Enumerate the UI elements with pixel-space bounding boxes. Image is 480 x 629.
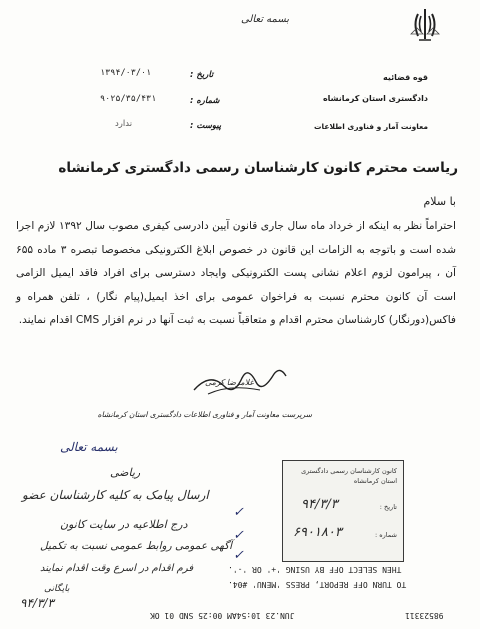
signer-position: سرپرست معاونت آمار و فناوری اطلاعات دادگستری استان کرمانشاه: [97, 410, 312, 419]
stamp-line2: استان کرمانشاه: [353, 477, 397, 485]
attachment-value: ندارد: [115, 119, 133, 129]
handwritten-bismillah: بسمه تعالی: [60, 440, 118, 454]
handwritten-line1: ارسال پیامک به کلیه کارشناسان عضو: [22, 488, 209, 502]
date-label: تاریخ :: [190, 70, 214, 80]
org-department: معاونت آمار و فناوری اطلاعات: [313, 122, 428, 131]
letter-title: ریاست محترم کانون کارشناسان رسمی دادگستری کرمانشاه: [58, 160, 458, 176]
iran-emblem-icon: [405, 6, 445, 44]
handwritten-line2: درج اطلاعیه در سایت کانون: [60, 518, 188, 531]
handwritten-line0: ریاضی: [110, 466, 141, 479]
date-row: [100, 68, 151, 78]
letter-body: احتراماً نظر به اینکه از خرداد ماه سال جاری قانون آیین دادرسی کیفری مصوب سال ۱۳۹۲ لازم اجرا شده است و باتوجه به الزامات این قانون در خصوص ابلاغ الکترونیکی مخصوصا تبصره ۳ ماده ۶۵۵ آن ، پیرامون لزوم اعلام نشانی پست الکترونیکی وایجاد دسترسی برای افراد فاقد ایمیل الزامی است آن کانون محترم نسبت به فراخوان عمومی برای اخذ ایمیل(پیام نگار) ، تلفن همراه و فاکس(دورنگار) کارشناسان محترم اقدام و متعاقباً نسبت به ثبت آنها در نرم افزار CMS اقدام نمایند.: [16, 220, 457, 326]
check-mark-3: ✓: [233, 548, 244, 563]
date-value: ۱۳۹۴/۰۳/۰۱: [100, 68, 152, 78]
check-mark-1: ✓: [233, 505, 244, 520]
number-label: شماره :: [190, 96, 220, 106]
handwritten-line5: بایگانی: [44, 584, 70, 594]
number-value: ۹۰۲۵/۳۵/۴۳۱: [100, 94, 157, 104]
fax-line3: JUN.23 10:54AM 00:25 SND 01 OK: [150, 611, 295, 620]
handwritten-line3: آگهی عمومی روابط عمومی نسبت به تکمیل: [40, 540, 232, 552]
handwritten-date: ۹۴/۳/۳: [20, 596, 54, 610]
fax-line1: TO TURN OFF REPORT, PRESS 'MENU' #04.: [228, 580, 407, 589]
received-stamp: [282, 460, 404, 562]
attachment-label: پیوست :: [190, 121, 222, 131]
number-row: [100, 94, 156, 104]
bismillah-text: بسمه تعالی: [240, 14, 290, 25]
greeting: با سلام: [423, 195, 456, 208]
stamp-line1: کانون کارشناسان رسمی دادگستری: [301, 467, 397, 475]
org-judiciary: قوه قضائیه: [382, 73, 428, 82]
check-mark-2: ✓: [233, 528, 244, 543]
fax-line4: 98523311: [405, 611, 444, 620]
stamp-date: ۹۴/۳/۳: [301, 497, 338, 512]
handwritten-line4: فرم اقدام در اسرع وقت اقدام نمایند: [40, 563, 194, 574]
stamp-date-label: تاریخ :: [379, 503, 397, 511]
stamp-number-label: شماره :: [375, 531, 397, 539]
stamp-number: ۶۹۰۱۸۰۳: [293, 525, 342, 540]
fax-line2: THEN SELECT OFF BY USING '+' OR '-'.: [228, 565, 402, 574]
signature-name: غلامرضا کرمی: [205, 378, 254, 387]
org-court: دادگستری استان کرمانشاه: [322, 94, 428, 103]
